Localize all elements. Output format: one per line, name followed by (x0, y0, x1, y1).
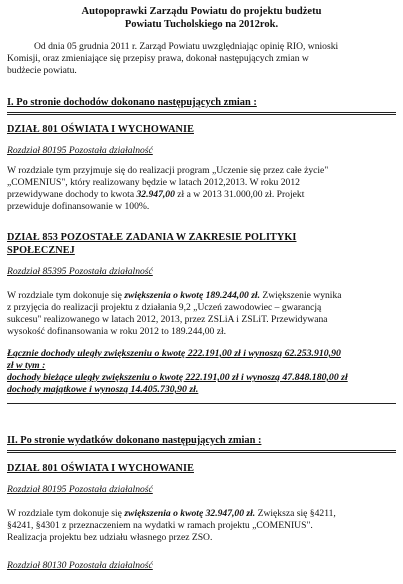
dzial853-line1: W rozdziale tym dokonuje się zwiększenia o kwotę 189.244,00 zł. Zwiększenie wynika (7, 290, 342, 301)
intro-line2: Komisji, oraz zmieniające się przepisy prawa, dokonał następujących zmian w (7, 53, 309, 64)
amount-32947-wydatki: zwiększenia o kwotę 32.947,00 zł. (124, 508, 256, 519)
intro-line1: Od dnia 05 grudnia 2011 r. Zarząd Powiatu uwzględniając opinię RIO, wnioski (34, 41, 339, 52)
section2-divider (7, 450, 396, 453)
summary-line2: zł w tym : (7, 360, 46, 371)
dzial801a-line3: przewidywane dochody to kwota 32.947,00 zł a w 2013 31.000,00 zł. Projekt (7, 189, 305, 200)
dzial853-line3: sukcesu" realizowanego w latach 2012, 2013, przez ZSLiA i ZSLiT. Przewidywana (7, 314, 328, 325)
intro-line3: budżecie powiatu. (7, 65, 77, 76)
summary-line3: dochody bieżące uległy zwiększeniu o kwotę 222.191,00 zł i wynoszą 47.848.180,00 zł (7, 372, 348, 383)
dzial801a-line4: przewiduje dofinansowanie w 100%. (7, 201, 150, 212)
dzial-801-heading: DZIAŁ 801 OŚWIATA I WYCHOWANIE (7, 124, 194, 135)
document-title-line1: Autopoprawki Zarządu Powiatu do projektu budżetu (81, 6, 322, 17)
dzial801a-line2: „COMENIUS", który realizowany będzie w latach 2012,2013. W roku 2012 (7, 177, 300, 188)
document-title-line2: Powiatu Tucholskiego na 2012rok. (124, 19, 279, 30)
dzial801b-line1: W rozdziale tym dokonuje się zwiększenia o kwotę 32.947,00 zł. Zwiększa się §4211, (7, 508, 336, 519)
section2-heading: II. Po stronie wydatków dokonano następujących zmian : (7, 435, 262, 446)
section1-heading: I. Po stronie dochodów dokonano następujących zmian : (7, 97, 257, 108)
summary-line1: Łącznie dochody uległy zwiększeniu o kwotę 222.191,00 zł i wynoszą 62.253.910,90 (7, 348, 341, 359)
dzial-801-wydatki-heading: DZIAŁ 801 OŚWIATA I WYCHOWANIE (7, 463, 194, 474)
dzial801a-line1: W rozdziale tym przyjmuje się do realizacji program „Uczenie się przez całe życie" (7, 165, 329, 176)
dzial853-line2: z przyjęcia do realizacji projektu z działania 9,2 „Uczeń zawodowiec – gwarancją (7, 302, 322, 313)
rozdzial-80130-label: Rozdział 80130 Pozostała działalność (7, 560, 153, 571)
dzial853-line4: wysokość dofinansowania w roku 2012 to 189.244,00 zł. (7, 326, 227, 337)
rozdzial-80195-wydatki-label: Rozdział 80195 Pozostała działalność (7, 484, 153, 495)
dzial801b-line3: Realizacja projektu bez udziału własnego przez ZSO. (7, 532, 213, 543)
dzial-853-heading-line1: DZIAŁ 853 POZOSTAŁE ZADANIA W ZAKRESIE POLITYKI (7, 232, 297, 243)
amount-189244: 189.244,00 zł. (203, 290, 260, 301)
rozdzial-85395-label: Rozdział 85395 Pozostała działalność (7, 266, 153, 277)
dzial-853-heading-line2: SPOŁECZNEJ (7, 245, 75, 256)
dzial801b-line2: §4241, §4301 z przeznaczeniem na wydatki w ramach projektu „COMENIUS". (7, 520, 313, 531)
section1-divider (7, 112, 396, 115)
amount-32947: 32.947,00 (136, 189, 175, 200)
summary-line4: dochody majątkowe i wynoszą 14.405.730,90 zł. (7, 384, 199, 395)
summary-divider (7, 403, 396, 404)
rozdzial-80195-label: Rozdział 80195 Pozostała działalność (7, 145, 153, 156)
